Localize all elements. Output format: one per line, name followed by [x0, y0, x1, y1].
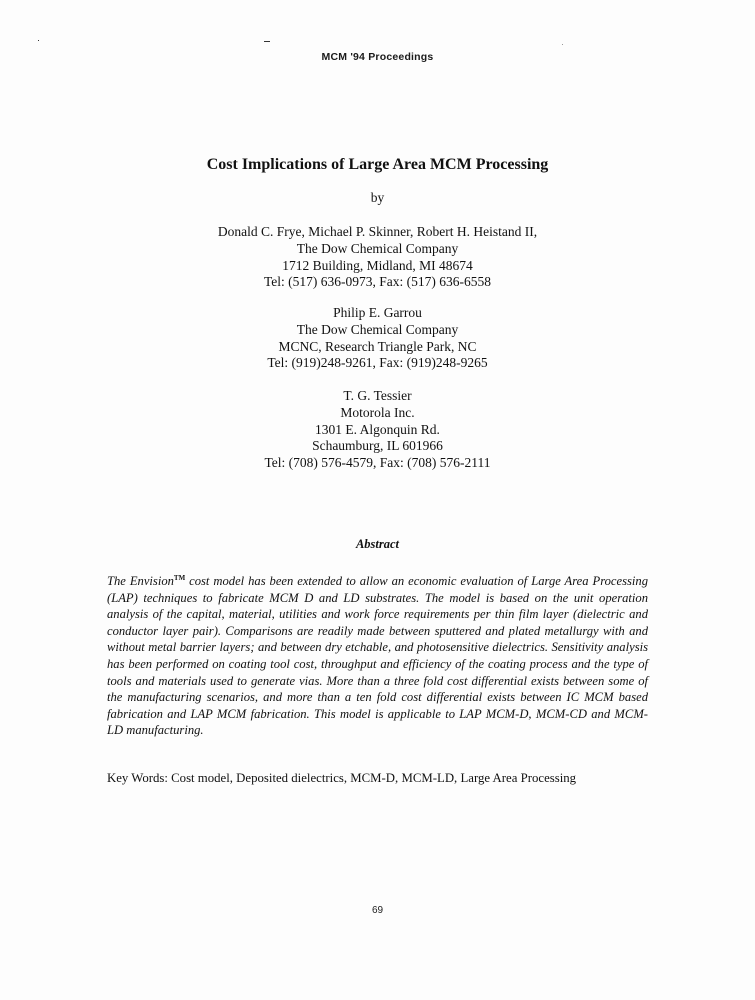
author-block-tessier: [0, 388, 755, 472]
address: MCNC, Research Triangle Park, NC: [278, 338, 477, 354]
affiliation: The Dow Chemical Company: [296, 240, 459, 256]
paper-title: Cost Implications of Large Area MCM Processing: [206, 156, 549, 173]
author-block-dow-midland: [0, 224, 755, 291]
affiliation: The Dow Chemical Company: [296, 321, 459, 337]
abstract-text: cost model has been extended to allow an economic evaluation of Large Area Processing (LAP) techniques to fabricate MCM D and LD substrates. The model is based on the unit operation analysis of the capital, material, utilities and work force requirements per thin film layer (dielectric and conductor layer pair). Comparisons are readily made between sputtered and plated metallurgy with and without metal barrier layers; and between dry etchable, and photosensitive dielectrics. Sensitivity analysis has been performed on coating tool cost, throughput and efficiency of the coating process and the type of tools and materials used to generate vias. More than a three fold cost differential exists between some of the manufacturing scenarios, and more than a ten fold cost differential exists between IC MCM based fabrication and LAP MCM fabrication. This model is applicable to LAP MCM-D, MCM-CD and MCM-LD manufacturing.: [107, 574, 648, 738]
author-block-garrou: [0, 305, 755, 372]
abstract-body: [107, 570, 648, 739]
abstract-lead: The Envision: [107, 574, 174, 588]
affiliation: Motorola Inc.: [340, 404, 415, 420]
keywords: Key Words: Cost model, Deposited dielectrics, MCM-D, MCM-LD, Large Area Processing: [107, 771, 577, 785]
scan-speck: [38, 40, 39, 41]
address-city: Schaumburg, IL 601966: [312, 438, 443, 454]
trademark-symbol: TM: [173, 574, 186, 582]
abstract-heading: Abstract: [355, 537, 400, 551]
scan-speck: [264, 41, 270, 42]
byline: by: [370, 190, 385, 205]
scan-speck: [562, 44, 563, 45]
author-names: Philip E. Garrou: [333, 305, 422, 320]
author-names: T. G. Tessier: [343, 388, 412, 403]
author-names: Donald C. Frye, Michael P. Skinner, Robert H. Heistand II,: [217, 224, 538, 239]
contact-phone-fax: Tel: (708) 576-4579, Fax: (708) 576-2111: [264, 455, 491, 471]
address: 1712 Building, Midland, MI 48674: [282, 257, 473, 273]
contact-phone-fax: Tel: (517) 636-0973, Fax: (517) 636-6558: [263, 274, 492, 290]
contact-phone-fax: Tel: (919)248-9261, Fax: (919)248-9265: [267, 355, 488, 371]
address-street: 1301 E. Algonquin Rd.: [315, 421, 440, 437]
running-head: MCM '94 Proceedings: [321, 51, 434, 63]
page-number: 69: [371, 905, 384, 916]
